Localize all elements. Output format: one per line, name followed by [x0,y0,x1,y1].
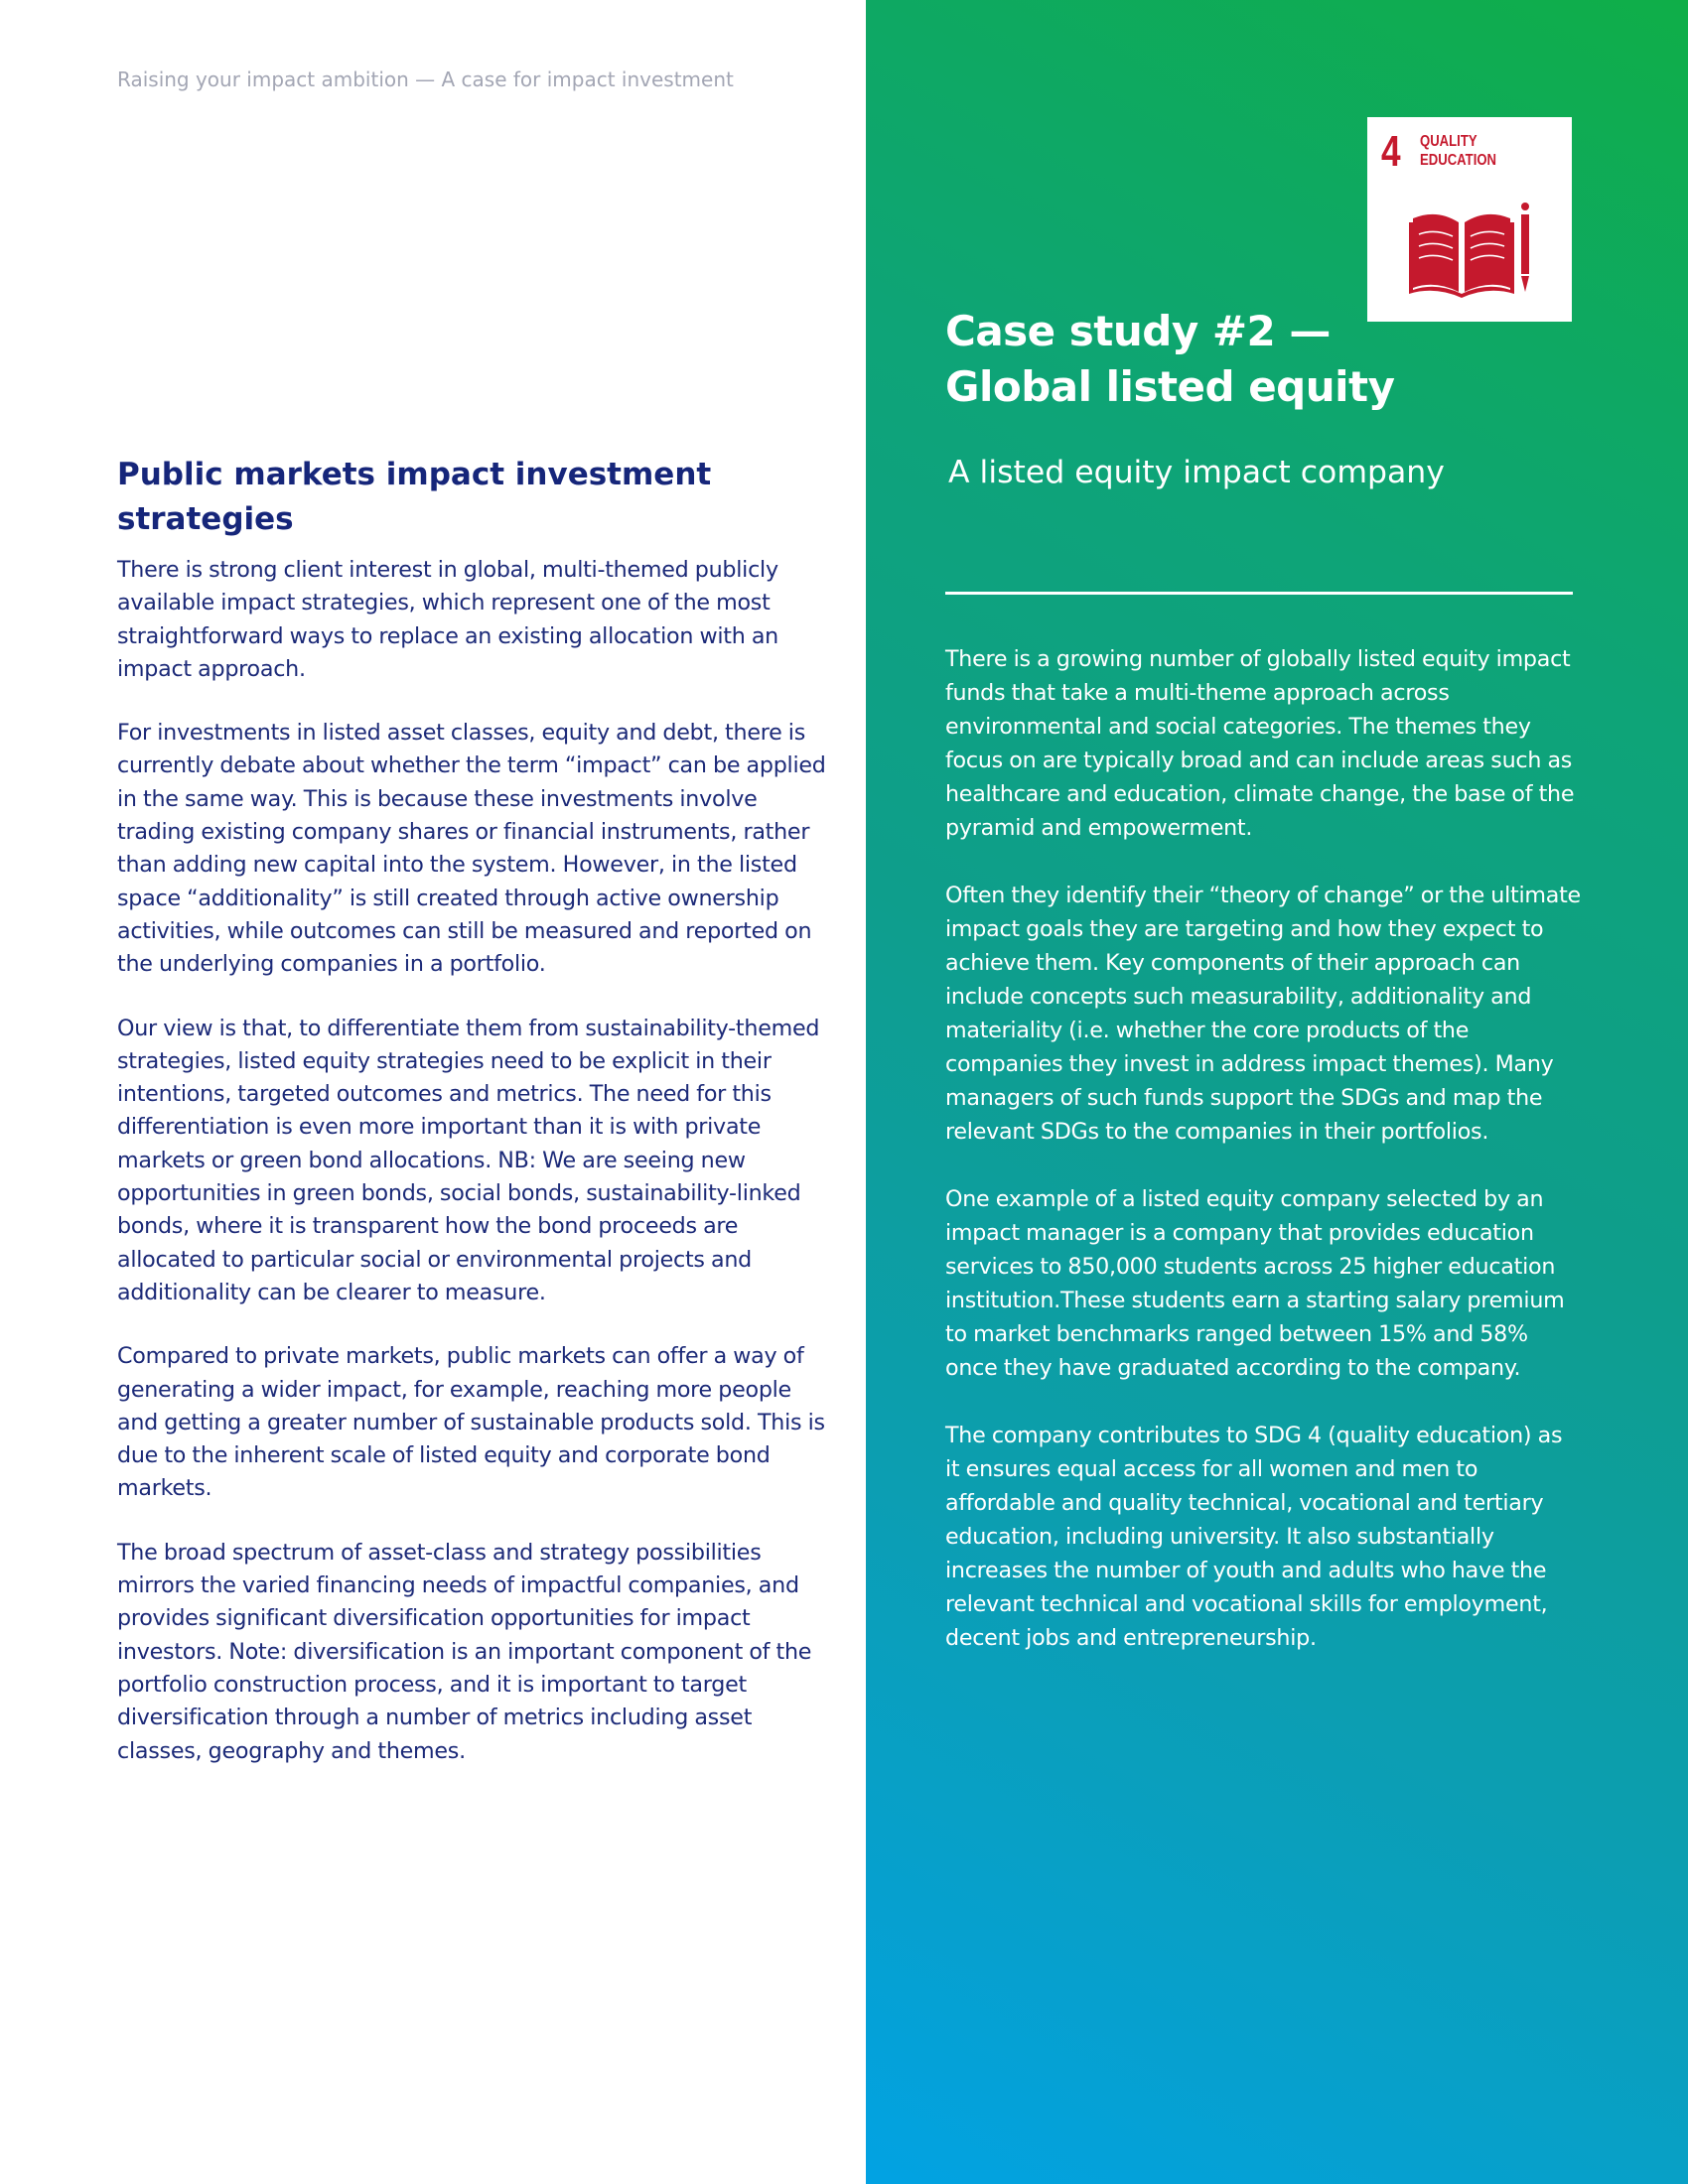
case-study-subtitle: A listed equity impact company [948,455,1445,490]
case-study-panel [866,0,1688,2184]
right-paragraph-3: One example of a listed equity company selected by an impact manager is a company that provides education services to 850,000 students across 25 higher education institution.These students earn a starting salary premium to market benchmarks ranged between 15% and 58% once they have graduated according to the company. [945,1186,1565,1381]
case-study-body-text [945,642,1581,1689]
case-study-title-line1: Case study #2 — [945,307,1331,355]
sdg-label: QUALITY EDUCATION [1420,133,1497,169]
right-paragraph-4: The company contributes to SDG 4 (quality education) as it ensures equal access for all women and men to affordable and quality technical, vocational and tertiary education, including university. It also substantially increases the number of youth and adults who have the relevant technical and vocational skills for employment, decent jobs and entrepreneurship. [945,1423,1563,1651]
left-paragraph-1: There is strong client interest in global, multi-themed publicly available impact strategies, which represent one of the most straightforward ways to replace an existing allocation with an impact approach. [117,557,778,682]
running-header: Raising your impact ambition — A case for impact investment [117,68,734,91]
sdg4-badge [1367,117,1572,322]
left-paragraph-4: Compared to private markets, public markets can offer a way of generating a wider impact, for example, reaching more people and getting a greater number of sustainable products sold. This is due to the inherent scale of listed equity and corporate bond markets. [117,1343,825,1502]
divider-line [945,592,1573,595]
left-body-text [117,554,832,1799]
left-paragraph-3: Our view is that, to differentiate them from sustainability-themed strategies, listed equity strategies need to be explicit in their intentions, targeted outcomes and metrics. The need for this differentiation is even more important than it is with private markets or green bond allocations. NB: We are seeing new opportunities in green bonds, social bonds, sustainability-linked bonds, where it is transparent how the bond proceeds are allocated to particular social or environmental projects and additionality can be clearer to measure. [117,1015,820,1305]
case-study-title-line2: Global listed equity [945,362,1395,411]
case-study-title [945,304,1395,415]
right-paragraph-1: There is a growing number of globally listed equity impact funds that take a multi-theme approach across environmental and social categories. The themes they focus on are typically broad and can include areas such as healthcare and education, climate change, the base of the pyramid and empowerment. [945,646,1575,841]
left-paragraph-5: The broad spectrum of asset-class and strategy possibilities mirrors the varied financing needs of impactful companies, and provides significant diversification opportunities for impact investors. Note: diversification is an important component of the portfolio construction process, and it is important to target diversification through a number of metrics including asset classes, geography and themes. [117,1539,812,1764]
left-paragraph-2: For investments in listed asset classes, equity and debt, there is currently debate about whether the term “impact” can be applied in the same way. This is because these investments involve trading existing company shares or financial instruments, rather than adding new capital into the system. However, in the listed space “additionality” is still created through active ownership activities, while outcomes can still be measured and reported on the underlying companies in a portfolio. [117,720,826,978]
book-pencil-icon [1407,201,1536,300]
sdg-number: 4 [1381,127,1401,176]
right-paragraph-2: Often they identify their “theory of change” or the ultimate impact goals they are targeting and how they expect to achieve them. Key components of their approach can include concepts such measurability, additionality and materiality (i.e. whether the core products of the companies they invest in address impact themes). Many managers of such funds support the SDGs and map the relevant SDGs to the companies in their portfolios. [945,883,1581,1145]
section-heading: Public markets impact investment strategies [117,457,712,537]
